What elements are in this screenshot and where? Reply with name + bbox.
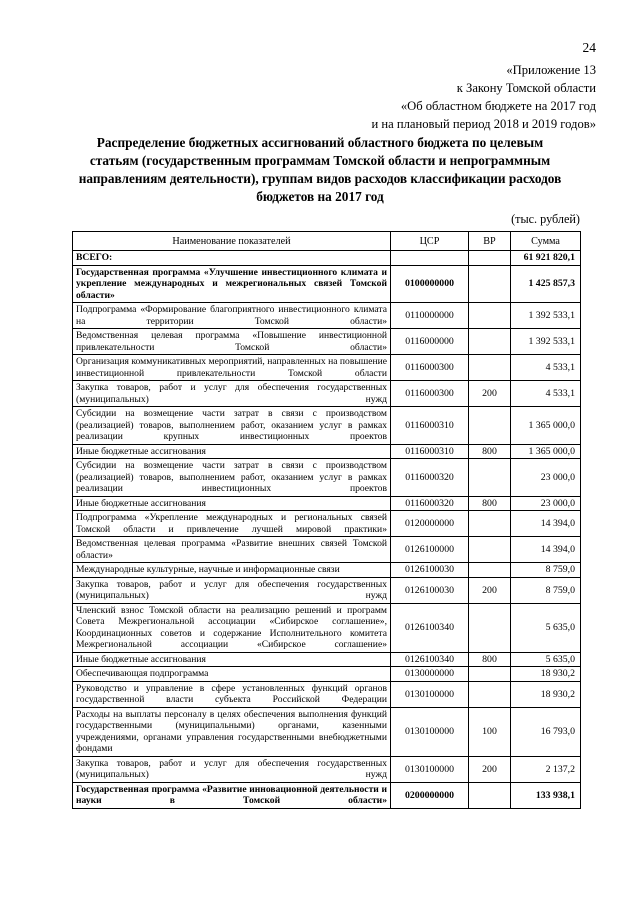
cell-amount: 18 930,2 [511,681,581,707]
cell-csr-code: 0126100340 [391,603,469,652]
cell-vr-code [469,303,511,329]
table-row [73,444,581,459]
cell-amount: 2 137,2 [511,756,581,782]
table-row [73,303,581,329]
cell-vr-code: 800 [469,444,511,459]
table-row [73,407,581,445]
cell-indicator-name: Подпрограмма «Укрепление международных и региональных связей Томской области и привлечение лучшей мировой практики» [73,511,391,537]
cell-csr-code: 0120000000 [391,511,469,537]
cell-csr-code: 0130100000 [391,756,469,782]
cell-indicator-name: Ведомственная целевая программа «Развитие внешних связей Томской области» [73,537,391,563]
cell-amount: 14 394,0 [511,537,581,563]
cell-indicator-name: Закупка товаров, работ и услуг для обеспечения государственных (муниципальных) нужд [73,577,391,603]
cell-vr-code [469,355,511,381]
table-row [73,459,581,497]
cell-csr-code: 0200000000 [391,782,469,808]
cell-vr-code [469,459,511,497]
cell-indicator-name: Иные бюджетные ассигнования [73,444,391,459]
cell-vr-code [469,329,511,355]
table-row [73,652,581,667]
table-row [73,681,581,707]
cell-csr-code: 0116000310 [391,407,469,445]
cell-amount: 1 392 533,1 [511,303,581,329]
cell-vr-code [469,251,511,266]
cell-indicator-name: ВСЕГО: [73,251,391,266]
cell-amount: 133 938,1 [511,782,581,808]
cell-indicator-name: Иные бюджетные ассигнования [73,652,391,667]
cell-csr-code: 0116000320 [391,496,469,511]
table-row [73,563,581,578]
cell-amount: 18 930,2 [511,667,581,682]
budget-allocation-table [72,231,581,809]
cell-indicator-name: Международные культурные, научные и информационные связи [73,563,391,578]
units-note: (тыс. рублей) [511,212,580,226]
table-row [73,355,581,381]
table-row [73,707,581,756]
cell-indicator-name: Расходы на выплаты персоналу в целях обеспечения выполнения функций государственными (муниципальными) органами, казенными учреждениями, органами управления государственными внебюджетными фондами [73,707,391,756]
cell-csr-code: 0116000000 [391,329,469,355]
cell-csr-code: 0116000300 [391,381,469,407]
cell-csr-code: 0116000310 [391,444,469,459]
cell-indicator-name: Организация коммуникативных мероприятий, направленных на повышение инвестиционной привлекательности Томской области [73,355,391,381]
table-row [73,667,581,682]
table-row [73,603,581,652]
cell-amount: 1 392 533,1 [511,329,581,355]
cell-amount: 5 635,0 [511,652,581,667]
cell-vr-code [469,537,511,563]
appendix-line-2: к Закону Томской области [456,80,596,95]
cell-csr-code: 0126100000 [391,537,469,563]
cell-vr-code [469,782,511,808]
table-row [73,381,581,407]
column-header-name: Наименование показателей [73,232,391,251]
cell-indicator-name: Иные бюджетные ассигнования [73,496,391,511]
page-title: Распределение бюджетных ассигнований областного бюджета по целевым статьям (государственным программам Томской области и непрограммным направлениям деятельности), группам видов расходов классификации расходов бюджетов на 2017 год [78,135,562,204]
cell-indicator-name: Государственная программа «Улучшение инвестиционного климата и укрепление международных и межрегиональных связей Томской области» [73,265,391,303]
table-row [73,265,581,303]
cell-vr-code [469,603,511,652]
appendix-line-4: и на плановый период 2018 и 2019 годов» [371,116,596,131]
cell-amount: 1 425 857,3 [511,265,581,303]
table-row [73,756,581,782]
cell-indicator-name: Руководство и управление в сфере установленных функций органов государственной власти субъекта Российской Федерации [73,681,391,707]
cell-csr-code: 0110000000 [391,303,469,329]
appendix-line-1: «Приложение 13 [506,63,596,77]
cell-amount: 8 759,0 [511,563,581,578]
cell-vr-code [469,407,511,445]
cell-amount: 4 533,1 [511,355,581,381]
cell-indicator-name: Обеспечивающая подпрограмма [73,667,391,682]
cell-amount: 5 635,0 [511,603,581,652]
table-body [73,251,581,809]
cell-indicator-name: Ведомственная целевая программа «Повышение инвестиционной привлекательности Томской области» [73,329,391,355]
appendix-reference [372,62,596,134]
cell-indicator-name: Подпрограмма «Формирование благоприятного инвестиционного климата на территории Томской области» [73,303,391,329]
cell-csr-code: 0130000000 [391,667,469,682]
cell-csr-code [391,251,469,266]
cell-csr-code: 0126100030 [391,577,469,603]
cell-indicator-name: Членский взнос Томской области на реализацию решений и программ Совета Межрегиональной ассоциации «Сибирское соглашение», Координационных советов и содержание Исполнительного комитета Межрегиональной ассоциации «Сибирское соглашение» [73,603,391,652]
cell-vr-code [469,681,511,707]
appendix-line-3: «Об областном бюджете на 2017 год [400,98,596,113]
cell-vr-code: 200 [469,756,511,782]
page-number: 24 [582,40,596,55]
cell-vr-code: 200 [469,577,511,603]
cell-csr-code: 0116000320 [391,459,469,497]
cell-amount: 14 394,0 [511,511,581,537]
cell-indicator-name: Государственная программа «Развитие инновационной деятельности и науки в Томской области» [73,782,391,808]
table-row [73,577,581,603]
cell-vr-code: 800 [469,496,511,511]
cell-csr-code: 0126100340 [391,652,469,667]
cell-amount: 8 759,0 [511,577,581,603]
column-header-csr: ЦСР [391,232,469,251]
cell-vr-code [469,511,511,537]
cell-indicator-name: Закупка товаров, работ и услуг для обеспечения государственных (муниципальных) нужд [73,381,391,407]
table-row [73,537,581,563]
cell-csr-code: 0100000000 [391,265,469,303]
cell-csr-code: 0116000300 [391,355,469,381]
cell-vr-code: 200 [469,381,511,407]
cell-vr-code [469,563,511,578]
table-row [73,251,581,266]
cell-amount: 23 000,0 [511,496,581,511]
cell-vr-code: 100 [469,707,511,756]
column-header-sum: Сумма [511,232,581,251]
cell-amount: 16 793,0 [511,707,581,756]
cell-csr-code: 0126100030 [391,563,469,578]
cell-vr-code: 800 [469,652,511,667]
cell-csr-code: 0130100000 [391,681,469,707]
table-row [73,782,581,808]
table-row [73,329,581,355]
cell-indicator-name: Субсидии на возмещение части затрат в связи с производством (реализацией) товаров, выполнением работ, оказанием услуг в рамках реализации крупных инвестиционных проектов [73,407,391,445]
cell-amount: 61 921 820,1 [511,251,581,266]
cell-vr-code [469,667,511,682]
cell-indicator-name: Субсидии на возмещение части затрат в связи с производством (реализацией) товаров, выполнением работ, оказанием услуг в рамках реализации инвестиционных проектов [73,459,391,497]
table-header-row [73,232,581,251]
table-row [73,511,581,537]
table-row [73,496,581,511]
cell-amount: 1 365 000,0 [511,407,581,445]
cell-csr-code: 0130100000 [391,707,469,756]
cell-amount: 1 365 000,0 [511,444,581,459]
cell-indicator-name: Закупка товаров, работ и услуг для обеспечения государственных (муниципальных) нужд [73,756,391,782]
cell-vr-code [469,265,511,303]
cell-amount: 4 533,1 [511,381,581,407]
column-header-vr: ВР [469,232,511,251]
cell-amount: 23 000,0 [511,459,581,497]
